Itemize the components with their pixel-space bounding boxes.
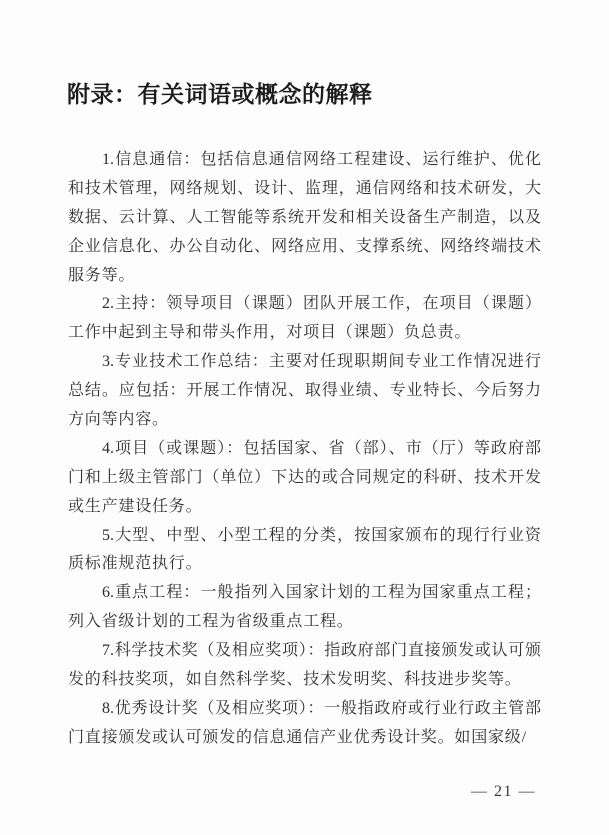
paragraph-term-6-zhongdian-gongcheng <box>68 579 541 637</box>
text-line: 企业信息化、办公自动化、网络应用、支撑系统、网络终端技术 <box>68 237 541 255</box>
text-line: 4.项目（或课题）：包括国家、省（部）、市（厅）等政府部 <box>102 439 541 457</box>
text-line: 和技术管理，网络规划、设计、监理，通信网络和技术研发，大 <box>68 179 541 197</box>
text-line: 7.科学技术奖（及相应奖项）：指政府部门直接颁发或认可颁 <box>102 642 541 660</box>
text-line: 质标准规范执行。 <box>68 555 203 573</box>
text-line: 8.优秀设计奖（及相应奖项）：一般指政府或行业行政主管部 <box>102 699 541 717</box>
paragraph-term-8-youxiu-sheji-jiang <box>68 695 541 753</box>
text-line: 1.信息通信：包括信息通信网络工程建设、运行维护、优化 <box>102 151 541 168</box>
paragraph-term-1-xinxitongxin <box>68 146 541 290</box>
paragraph-term-4-xiangmu <box>68 435 541 522</box>
text-line: 总结。应包括：开展工作情况、取得业绩、专业特长、今后努力 <box>68 382 541 400</box>
paragraph-term-3-zhuanye-jishu-gongzuo-zongjie <box>68 348 541 435</box>
text-line: 数据、云计算、人工智能等系统开发和相关设备生产制造，以及 <box>68 208 541 226</box>
text-line: 2.主持：领导项目（课题）团队开展工作，在项目（课题） <box>102 295 541 313</box>
document-body <box>68 146 541 753</box>
text-line: 或生产建设任务。 <box>68 497 203 515</box>
text-line: 5.大型、中型、小型工程的分类，按国家颁布的现行行业资 <box>102 526 541 544</box>
paragraph-term-5-gongcheng-fenlei <box>68 522 541 580</box>
text-line: 工作中起到主导和带头作用，对项目（课题）负总责。 <box>68 324 472 342</box>
page-title: 附录：有关词语或概念的解释 <box>67 81 373 107</box>
text-line: 门和上级主管部门（单位）下达的或合同规定的科研、技术开发 <box>68 468 541 486</box>
paragraph-term-2-zhuchi <box>68 290 541 348</box>
paragraph-term-7-kexue-jishu-jiang <box>68 637 541 695</box>
text-line: 门直接颁发或认可颁发的信息通信产业优秀设计奖。如国家级/ <box>68 728 527 746</box>
text-line: 服务等。 <box>68 266 136 284</box>
text-line: 3.专业技术工作总结：主要对任现职期间专业工作情况进行 <box>102 353 541 371</box>
text-line: 发的科技奖项，如自然科学奖、技术发明奖、科技进步奖等。 <box>68 671 522 689</box>
page-number: — 21 — <box>471 783 536 800</box>
text-line: 列入省级计划的工程为省级重点工程。 <box>68 613 354 631</box>
text-line: 6.重点工程：一般指列入国家计划的工程为国家重点工程； <box>102 584 541 602</box>
text-line: 方向等内容。 <box>68 411 169 429</box>
